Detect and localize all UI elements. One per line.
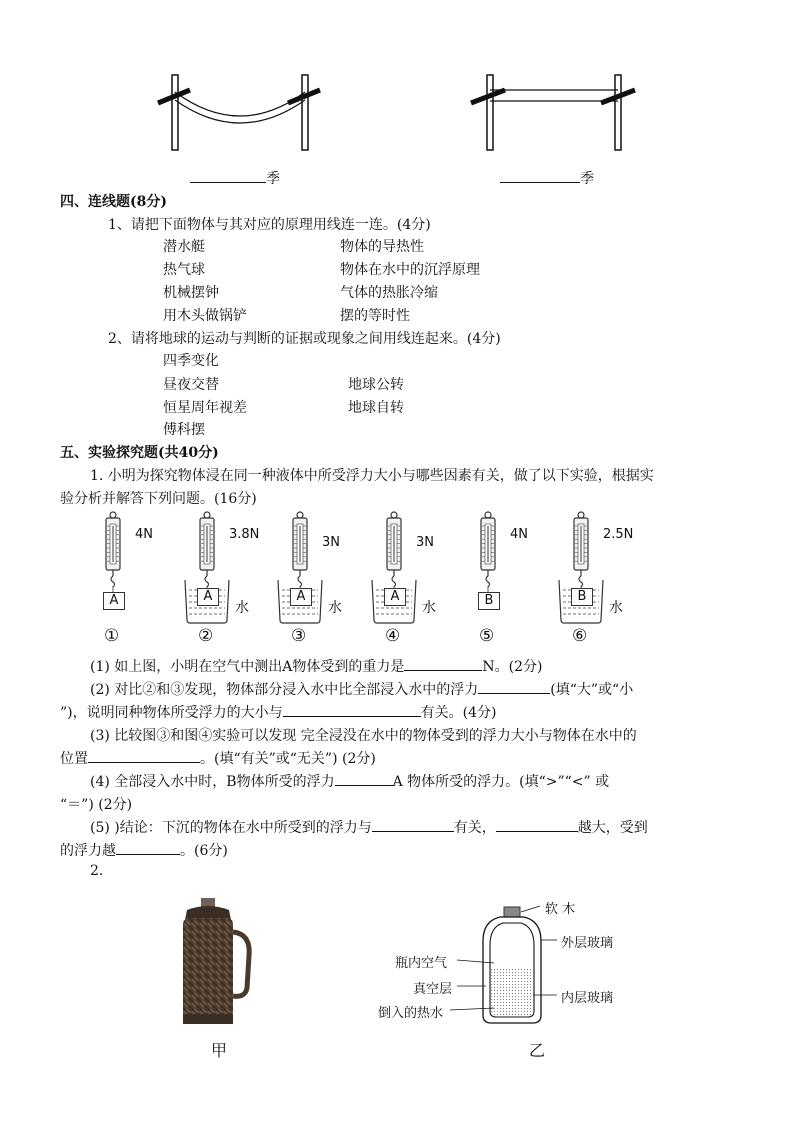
q1-right-item[interactable]: 摆的等时性 — [340, 308, 410, 324]
section-4-heading: 四、连线题(8分) — [60, 194, 167, 210]
season-answer-right[interactable]: 季 — [500, 168, 594, 188]
q1-right-item[interactable]: 物体在水中的沉浮原理 — [340, 262, 480, 278]
flask-label-inner-glass: 内层玻璃 — [561, 991, 614, 1006]
water-label: 水 — [422, 600, 436, 616]
q1-right-item[interactable]: 物体的导热性 — [340, 239, 424, 255]
q1-intro-line1: 1. 小明为探究物体浸在同一种液体中所受浮力大小与哪些因素有关，做了以下实验，根据实 — [90, 468, 654, 484]
object-block: B — [571, 588, 593, 606]
scale-reading: 3.8N — [229, 527, 260, 542]
experiment-number: ② — [198, 626, 214, 646]
section-5-heading: 五、实验探究题(共40分) — [60, 445, 219, 461]
sub-question-3: (3) 比较图③和图④实验可以发现 完全浸没在水中的物体受到的浮力大小与物体在水中的 — [90, 728, 637, 744]
q2-left-item[interactable]: 四季变化 — [163, 353, 219, 369]
sub-question-2: (2) 对比②和③发现，物体部分浸入水中比全部浸入水中的浮力 (填“大”或“小 — [90, 679, 633, 699]
q2-left-item[interactable]: 昼夜交替 — [163, 377, 219, 393]
q2-left-item[interactable]: 傅科摆 — [163, 422, 205, 438]
q1-right-item[interactable]: 气体的热胀冷缩 — [340, 285, 438, 301]
sub-question-4: (4) 全部浸入水中时，B物体所受的浮力 A 物体所受的浮力。(填“>”“<” 或 — [90, 771, 609, 791]
experiment-number: ① — [104, 626, 120, 646]
experiment-number: ③ — [291, 626, 307, 646]
flask-label-cork: 软 木 — [545, 902, 576, 917]
q2-number: 2. — [90, 863, 104, 879]
flask-label-vacuum: 真空层 — [413, 982, 453, 997]
sub-question-1: (1) 如上图，小明在空气中测出A物体受到的重力是 N。(2分) — [90, 656, 542, 676]
object-block: A — [290, 588, 312, 606]
sub-question-2-cont: ”)，说明同种物体所受浮力的大小与 有关。(4分) — [60, 702, 496, 722]
caption-yi: 乙 — [529, 1041, 546, 1060]
flask-label-hot-water: 倒入的热水 — [378, 1006, 444, 1021]
sub-question-3-cont: 位置 。(填“有关”或“无关”) (2分) — [60, 748, 376, 768]
water-label: 水 — [609, 600, 623, 616]
q1-left-item[interactable]: 用木头做锅铲 — [163, 308, 247, 324]
water-label: 水 — [235, 600, 249, 616]
object-block: B — [478, 592, 500, 610]
flask-label-outer-glass: 外层玻璃 — [561, 936, 614, 951]
sub-question-4-cont: “＝”) (2分) — [60, 797, 133, 813]
scale-reading: 2.5N — [603, 527, 634, 542]
q2-right-item[interactable]: 地球公转 — [348, 377, 404, 393]
q2-prompt: 2、请将地球的运动与判断的证据或现象之间用线连起来。(4分) — [108, 331, 501, 347]
experiment-number: ④ — [385, 626, 401, 646]
object-block: A — [103, 592, 125, 610]
q2-left-item[interactable]: 恒星周年视差 — [163, 400, 247, 416]
experiment-number: ⑥ — [572, 626, 588, 646]
q1-prompt: 1、请把下面物体与其对应的原理用线连一连。(4分) — [108, 217, 431, 233]
scale-reading: 4N — [135, 527, 153, 542]
experiment-number: ⑤ — [479, 626, 495, 646]
scale-reading: 4N — [510, 527, 528, 542]
caption-jia: 甲 — [211, 1041, 228, 1060]
sub-question-5: (5) )结论：下沉的物体在水中所受到的浮力与 有关， 越大，受到 — [90, 817, 648, 837]
q1-intro-line2: 验分析并解答下列问题。(16分) — [60, 491, 257, 507]
q1-left-item[interactable]: 潜水艇 — [163, 239, 205, 255]
sub-question-5-cont: 的浮力越 。(6分) — [60, 840, 228, 860]
object-block: A — [197, 588, 219, 606]
object-block: A — [384, 588, 406, 606]
flask-label-air: 瓶内空气 — [395, 956, 448, 971]
water-label: 水 — [328, 600, 342, 616]
season-answer-left[interactable]: 季 — [190, 168, 280, 188]
q1-left-item[interactable]: 热气球 — [163, 262, 205, 278]
q1-left-item[interactable]: 机械摆钟 — [163, 285, 219, 301]
scale-reading: 3N — [322, 535, 340, 550]
q2-right-item[interactable]: 地球自转 — [348, 400, 404, 416]
scale-reading: 3N — [416, 535, 434, 550]
